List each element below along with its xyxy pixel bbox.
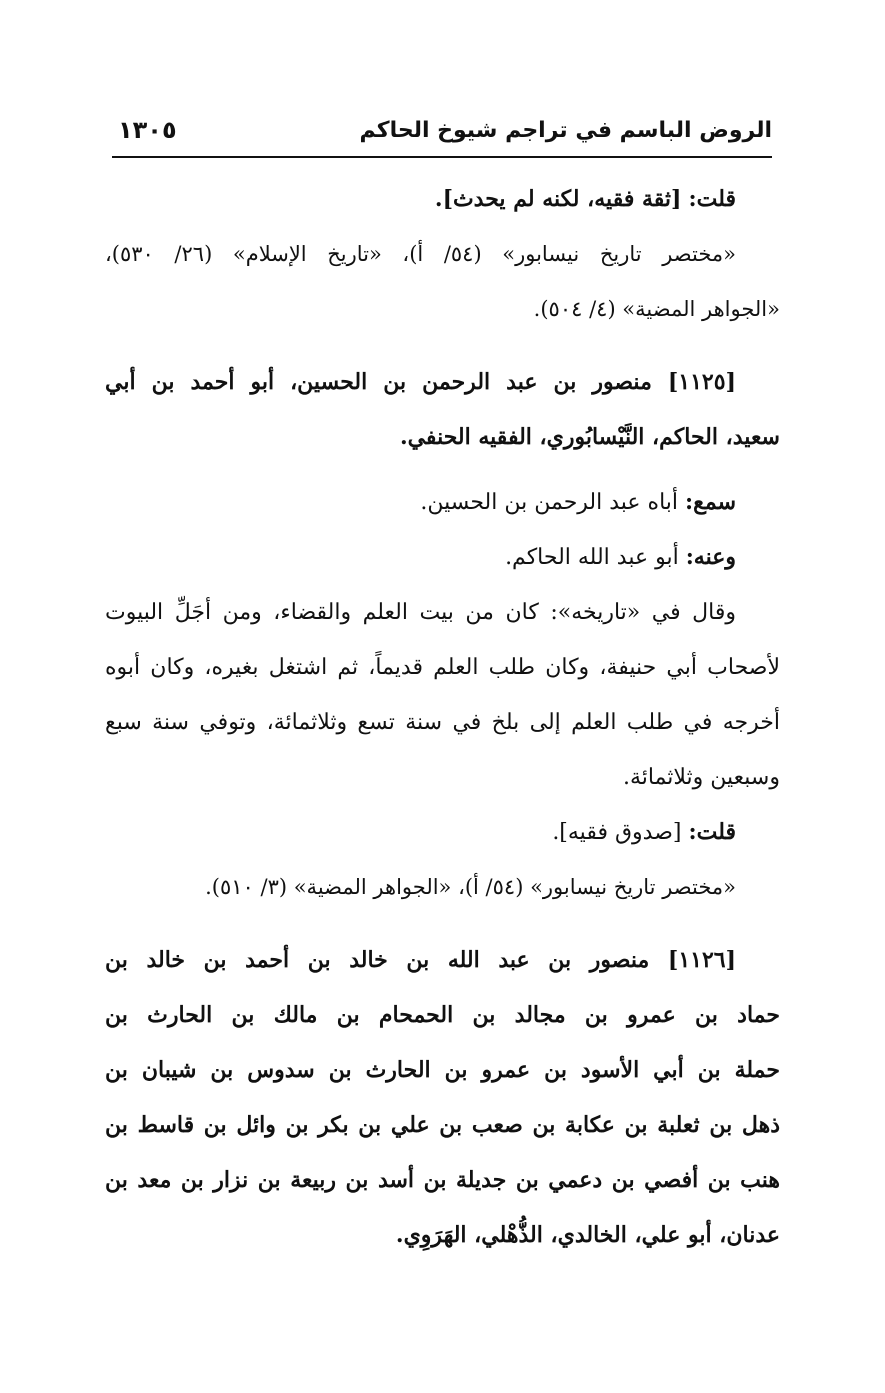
spacer	[105, 915, 780, 933]
entry-heading-line: عدنان، أبو علي، الخالدي، الذُّهْلي، الهَرَوِي.	[395, 1222, 780, 1248]
page-body	[105, 172, 780, 1263]
book-title: الروض الباسم في تراجم شيوخ الحاكم	[359, 118, 772, 143]
entry-heading-line: سعيد، الحاكم، النَّيْسابُوري، الفقيه الحنفي.	[399, 424, 780, 450]
header-rule	[112, 156, 772, 158]
spacer	[105, 337, 780, 355]
anhu-line	[105, 530, 780, 585]
paragraph-line: لأصحاب أبي حنيفة، وكان طلب العلم قديماً، ثم اشتغل بغيره، وكان أبوه	[105, 655, 780, 680]
qult-text: [صدوق فقيه].	[552, 820, 682, 845]
entry-number: [١١٢٦]	[667, 947, 736, 973]
sami-text: أباه عبد الرحمن بن الحسين.	[420, 490, 679, 515]
page-number: ١٣٠٥	[118, 116, 177, 144]
entry-heading-line: هنب بن أفصي بن دعمي بن جديلة بن أسد بن ربيعة بن نزار بن معد بن	[105, 1167, 780, 1193]
paragraph-line: وقال في «تاريخه»: كان من بيت العلم والقضاء، ومن أجَلِّ البيوت	[105, 600, 736, 625]
entry-heading-line	[105, 933, 780, 988]
sami-line	[105, 475, 780, 530]
spacer	[105, 465, 780, 475]
anhu-label: وعنه:	[685, 544, 736, 570]
running-header	[112, 110, 772, 158]
entry-heading-line: ذهل بن ثعلبة بن عكابة بن صعب بن علي بن بكر بن وائل بن قاسط بن	[105, 1112, 780, 1138]
sources-line: «مختصر تاريخ نيسابور» (٥٤/ أ)، «تاريخ الإسلام» (٢٦/ ٥٣٠)،	[105, 242, 736, 266]
entry-heading-line	[105, 355, 780, 410]
entry-name: منصور بن عبد الله بن خالد بن أحمد بن خالد بن	[105, 947, 650, 973]
qult-text: [ثقة فقيه، لكنه لم يحدث].	[434, 186, 682, 212]
sami-label: سمع:	[685, 489, 736, 515]
qult-label: قلت:	[688, 819, 736, 845]
qult-line	[105, 805, 780, 860]
entry-heading-line: حملة بن أبي الأسود بن عمرو بن الحارث بن سدوس بن شيبان بن	[105, 1057, 780, 1083]
sources-line: «مختصر تاريخ نيسابور» (٥٤/ أ)، «الجواهر المضية» (٣/ ٥١٠).	[205, 875, 736, 899]
entry-heading-line: حماد بن عمرو بن مجالد بن الحمحام بن مالك بن الحارث بن	[105, 1002, 780, 1028]
qult-label: قلت:	[688, 186, 736, 212]
entry-number: [١١٢٥]	[667, 369, 736, 395]
paragraph-line: وسبعين وثلاثمائة.	[622, 765, 780, 790]
anhu-text: أبو عبد الله الحاكم.	[505, 545, 679, 570]
qult-line	[105, 172, 780, 227]
paragraph-line: أخرجه في طلب العلم إلى بلخ في سنة تسع وثلاثمائة، وتوفي سنة سبع	[105, 710, 780, 735]
entry-name: منصور بن عبد الرحمن بن الحسين، أبو أحمد بن أبي	[105, 369, 652, 395]
sources-line: «الجواهر المضية» (٤/ ٥٠٤).	[533, 297, 780, 321]
